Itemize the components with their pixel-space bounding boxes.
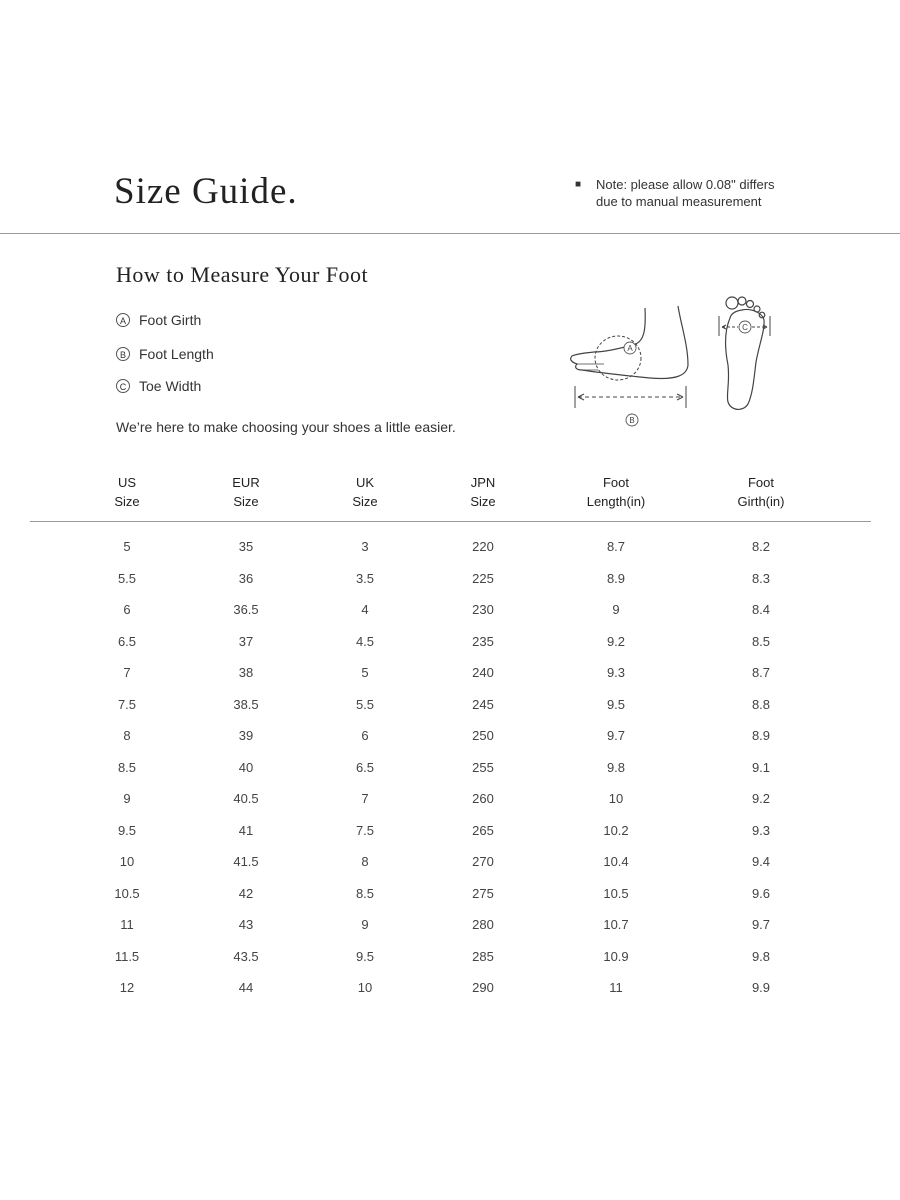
note-bullet-icon: ■ bbox=[575, 179, 582, 190]
cell-eur-size: 40.5 bbox=[233, 791, 259, 806]
cell-eur-size: 40 bbox=[238, 759, 254, 775]
cell-uk-size: 8.5 bbox=[355, 885, 375, 901]
header-line: EUR bbox=[232, 475, 260, 490]
page-title: Size Guide. bbox=[114, 171, 298, 212]
length-arrow bbox=[575, 386, 686, 408]
legend-label: Foot Length bbox=[139, 346, 214, 362]
cell-us-size: 8 bbox=[123, 728, 131, 743]
header-line: JPN bbox=[470, 475, 496, 490]
cell-uk-size: 4 bbox=[361, 602, 369, 617]
cell-eur-size: 35 bbox=[238, 539, 254, 554]
diagram-label-c bbox=[739, 321, 751, 333]
header-us-size bbox=[67, 473, 187, 511]
note-line-2: due to manual measurement bbox=[596, 194, 762, 209]
cell-jpn-size: 245 bbox=[472, 696, 494, 712]
section-title: How to Measure Your Foot bbox=[116, 262, 369, 287]
header-foot-length bbox=[556, 473, 676, 511]
cell-uk-size: 7.5 bbox=[355, 822, 375, 838]
cell-eur-size: 36.5 bbox=[233, 602, 259, 617]
cell-us-size: 9 bbox=[123, 791, 131, 806]
table-row bbox=[0, 752, 900, 784]
header-divider bbox=[0, 233, 900, 234]
table-row bbox=[0, 720, 900, 752]
cell-eur-size: 44 bbox=[238, 980, 254, 995]
header-line: UK bbox=[355, 475, 375, 490]
cell-jpn-size: 270 bbox=[472, 854, 494, 869]
cell-jpn-size: 225 bbox=[472, 570, 494, 586]
sole-foot-icon bbox=[726, 297, 765, 409]
cell-jpn-size: 240 bbox=[472, 665, 494, 680]
cell-foot-length: 10.2 bbox=[603, 822, 629, 838]
cell-foot-length: 8.7 bbox=[606, 539, 626, 554]
cell-jpn-size: 235 bbox=[472, 633, 494, 649]
cell-foot-length: 10.5 bbox=[603, 885, 629, 901]
cell-eur-size: 37 bbox=[238, 633, 254, 649]
cell-jpn-size: 255 bbox=[472, 759, 494, 775]
table-row bbox=[0, 878, 900, 910]
cell-foot-girth: 8.7 bbox=[751, 665, 771, 680]
header-line: Size bbox=[470, 494, 496, 509]
cell-uk-size: 6 bbox=[361, 728, 369, 743]
header-line: Size bbox=[114, 494, 140, 509]
cell-foot-length: 9 bbox=[612, 602, 620, 617]
circle-b-icon: B bbox=[116, 347, 130, 361]
table-row bbox=[0, 657, 900, 689]
cell-uk-size: 5 bbox=[361, 665, 369, 680]
cell-jpn-size: 250 bbox=[472, 728, 494, 743]
cell-uk-size: 4.5 bbox=[355, 633, 375, 649]
cell-foot-length: 10.7 bbox=[603, 917, 629, 932]
cell-eur-size: 38.5 bbox=[233, 696, 259, 712]
diagram-letter-b: B bbox=[629, 416, 635, 425]
cell-uk-size: 8 bbox=[361, 854, 369, 869]
cell-us-size: 10.5 bbox=[114, 885, 140, 901]
cell-foot-length: 9.2 bbox=[606, 633, 626, 649]
header-line: US bbox=[117, 475, 137, 490]
header-uk-size bbox=[305, 473, 425, 511]
table-row bbox=[0, 972, 900, 1004]
circle-a-icon: A bbox=[116, 313, 130, 327]
header-line: Girth(in) bbox=[737, 494, 785, 509]
cell-eur-size: 39 bbox=[238, 728, 254, 743]
cell-eur-size: 43 bbox=[238, 917, 254, 932]
legend-label: Toe Width bbox=[139, 378, 202, 394]
diagram-letter-a: A bbox=[627, 344, 633, 353]
table-row bbox=[0, 626, 900, 658]
cell-foot-length: 10.4 bbox=[603, 854, 629, 869]
circle-c-icon: C bbox=[116, 379, 130, 393]
cell-us-size: 6.5 bbox=[117, 633, 137, 649]
cell-foot-length: 10.9 bbox=[603, 948, 629, 964]
cell-foot-length: 9.7 bbox=[606, 728, 626, 743]
header-line: Size bbox=[233, 494, 259, 509]
note-text bbox=[596, 176, 775, 210]
cell-jpn-size: 265 bbox=[472, 822, 494, 838]
table-row bbox=[0, 783, 900, 815]
cell-us-size: 5.5 bbox=[117, 570, 137, 586]
cell-foot-length: 9.8 bbox=[606, 759, 626, 775]
table-divider bbox=[30, 521, 871, 522]
table-row bbox=[0, 846, 900, 878]
header-line: Foot bbox=[602, 475, 629, 490]
cell-us-size: 11.5 bbox=[114, 948, 140, 964]
cell-uk-size: 5.5 bbox=[355, 696, 375, 712]
size-table-header bbox=[0, 473, 900, 513]
header-eur-size bbox=[186, 473, 306, 511]
cell-foot-girth: 9.3 bbox=[751, 822, 771, 838]
table-row bbox=[0, 531, 900, 563]
cell-us-size: 8.5 bbox=[117, 759, 137, 775]
table-row bbox=[0, 941, 900, 973]
cell-foot-girth: 8.8 bbox=[751, 696, 771, 712]
cell-foot-length: 9.5 bbox=[606, 696, 626, 712]
intro-text: We’re here to make choosing your shoes a little easier. bbox=[116, 419, 456, 435]
header-line: Foot bbox=[747, 475, 774, 490]
cell-foot-girth: 9.8 bbox=[751, 948, 771, 964]
cell-foot-girth: 8.5 bbox=[751, 633, 771, 649]
cell-foot-girth: 9.9 bbox=[751, 980, 771, 995]
table-row bbox=[0, 563, 900, 595]
cell-eur-size: 36 bbox=[238, 570, 254, 586]
cell-uk-size: 7 bbox=[361, 791, 369, 806]
cell-jpn-size: 280 bbox=[472, 917, 494, 932]
cell-foot-girth: 9.2 bbox=[751, 791, 771, 806]
note-line-1: Note: please allow 0.08" differs bbox=[596, 177, 775, 192]
header-jpn-size bbox=[423, 473, 543, 511]
cell-foot-length: 8.9 bbox=[606, 570, 626, 586]
cell-jpn-size: 290 bbox=[472, 980, 494, 995]
table-row bbox=[0, 594, 900, 626]
girth-dashed-loop bbox=[595, 336, 641, 380]
table-row bbox=[0, 815, 900, 847]
header-foot-girth bbox=[701, 473, 821, 511]
cell-us-size: 5 bbox=[123, 539, 131, 554]
cell-uk-size: 9 bbox=[361, 917, 369, 932]
cell-jpn-size: 220 bbox=[472, 539, 494, 554]
cell-eur-size: 43.5 bbox=[233, 948, 259, 964]
table-row bbox=[0, 909, 900, 941]
cell-jpn-size: 275 bbox=[472, 885, 494, 901]
cell-eur-size: 41.5 bbox=[233, 854, 259, 869]
cell-eur-size: 42 bbox=[238, 885, 254, 901]
cell-foot-girth: 9.6 bbox=[751, 885, 771, 901]
cell-us-size: 11 bbox=[120, 917, 134, 932]
legend-label: Foot Girth bbox=[139, 312, 202, 328]
cell-us-size: 10 bbox=[119, 854, 135, 869]
cell-us-size: 12 bbox=[119, 980, 135, 995]
table-row bbox=[0, 689, 900, 721]
header-line: Size bbox=[352, 494, 378, 509]
diagram-label-a bbox=[624, 342, 636, 354]
cell-us-size: 9.5 bbox=[117, 822, 137, 838]
size-table-body bbox=[0, 531, 900, 1004]
cell-foot-girth: 8.4 bbox=[751, 602, 771, 617]
cell-foot-girth: 8.9 bbox=[751, 728, 771, 743]
cell-foot-length: 11 bbox=[609, 980, 623, 995]
header-line: Length(in) bbox=[586, 494, 646, 509]
foot-measurement-illustration bbox=[560, 290, 790, 440]
cell-us-size: 6 bbox=[123, 602, 131, 617]
cell-jpn-size: 285 bbox=[472, 948, 494, 964]
cell-uk-size: 10 bbox=[357, 980, 373, 995]
diagram-label-b bbox=[626, 414, 638, 426]
cell-us-size: 7.5 bbox=[117, 696, 137, 712]
cell-foot-girth: 9.4 bbox=[751, 854, 771, 869]
cell-eur-size: 41 bbox=[238, 822, 254, 838]
cell-jpn-size: 260 bbox=[472, 791, 494, 806]
cell-eur-size: 38 bbox=[238, 665, 254, 680]
cell-uk-size: 6.5 bbox=[355, 759, 375, 775]
cell-foot-girth: 9.7 bbox=[751, 917, 771, 932]
cell-uk-size: 3 bbox=[361, 539, 369, 554]
cell-foot-girth: 9.1 bbox=[751, 759, 771, 775]
cell-us-size: 7 bbox=[123, 665, 131, 680]
cell-jpn-size: 230 bbox=[472, 602, 494, 617]
cell-foot-length: 9.3 bbox=[606, 665, 626, 680]
cell-foot-length: 10 bbox=[608, 791, 624, 806]
cell-foot-girth: 8.3 bbox=[751, 570, 771, 586]
cell-uk-size: 3.5 bbox=[355, 570, 375, 586]
cell-uk-size: 9.5 bbox=[355, 948, 375, 964]
diagram-letter-c: C bbox=[742, 323, 748, 332]
cell-foot-girth: 8.2 bbox=[751, 539, 771, 554]
